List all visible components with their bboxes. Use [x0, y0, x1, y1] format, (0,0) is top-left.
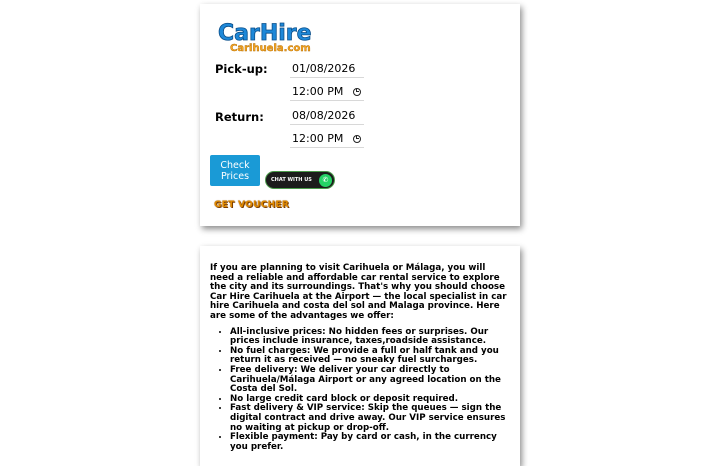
get-voucher-link[interactable]: GET VOUCHER — [214, 200, 290, 210]
carhire-logo[interactable] — [216, 20, 340, 52]
list-item: • Fast delivery & VIP service: Skip the queues — sign the digital contract and drive away. Our VIP service ensures no waiting at pickup or drop-off. — [230, 404, 510, 433]
list-item: • Free delivery: We deliver your car directly to Carihuela/Málaga Airport or any agreed location on the Costa del Sol. — [230, 366, 510, 395]
pickup-time-input[interactable] — [290, 83, 364, 101]
return-date-value: 08/08/2026 — [292, 109, 356, 122]
info-card — [200, 246, 520, 466]
pickup-time-value: 12:00 PM — [292, 85, 344, 98]
return-date-input[interactable] — [290, 107, 364, 125]
pickup-date-input[interactable] — [290, 60, 364, 78]
intro-paragraph: If you are planning to visit Carihuela or Málaga, you will need a reliable and affordable car rental service to explore the city and its surroundings. That's why you should choose Car Hire Carihuela at the Airport — the local specialist in car hire Carihuela and costa del sol and Malaga province. Here are some of the advantages we offer: — [210, 263, 507, 321]
pickup-label: Pick-up: — [215, 62, 268, 76]
whatsapp-icon: ✆ — [319, 174, 332, 187]
check-prices-button[interactable] — [210, 155, 260, 186]
whatsapp-chat-button[interactable] — [265, 171, 335, 189]
logo-sub-text: Carihuela.com — [230, 43, 311, 52]
list-item: • No fuel charges: We provide a full or half tank and you return it as received — no sneaky fuel surcharges. — [230, 347, 510, 366]
list-item: • All-inclusive prices: No hidden fees or surprises. Our prices include insurance, taxes,roadside assistance. — [230, 328, 510, 347]
return-time-input[interactable] — [290, 130, 364, 148]
check-prices-line2: Prices — [220, 170, 250, 182]
logo-main-text: CarHire — [218, 21, 312, 46]
clock-icon[interactable] — [353, 88, 361, 96]
check-prices-line1: Check — [220, 159, 250, 171]
booking-card — [200, 4, 520, 226]
benefits-list — [210, 328, 510, 453]
pickup-date-value: 01/08/2026 — [292, 62, 356, 75]
clock-icon[interactable] — [353, 135, 361, 143]
return-label: Return: — [215, 110, 264, 124]
list-item: • No large credit card block or deposit required. — [230, 395, 510, 405]
whatsapp-label: CHAT WITH US — [271, 176, 312, 183]
list-item: • Flexible payment: Pay by card or cash, in the currency you prefer. — [230, 433, 510, 452]
return-time-value: 12:00 PM — [292, 132, 344, 145]
